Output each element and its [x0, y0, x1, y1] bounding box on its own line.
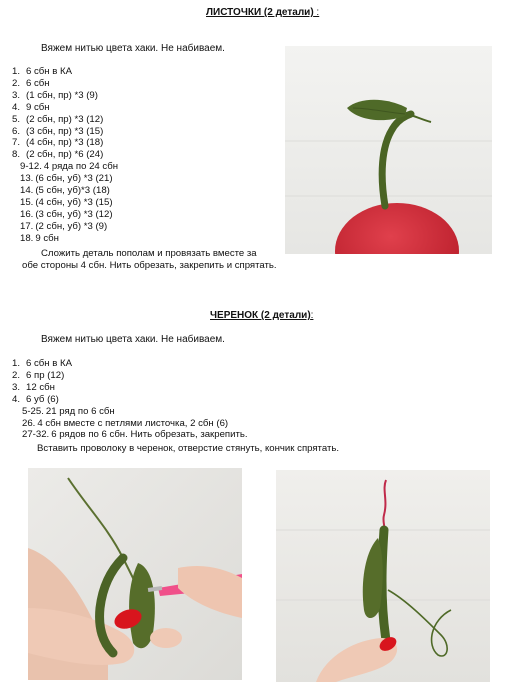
leaves-note-line2: обе стороны 4 сбн. Нить обрезать, закрепить и спрятать.: [22, 260, 277, 271]
row-number: 6.: [11, 125, 20, 137]
instruction-row: [0, 137, 118, 149]
row-text: 9 сбн: [26, 101, 50, 113]
instruction-row: [0, 197, 118, 209]
row-text: 4 ряда по 24 сбн: [43, 161, 119, 173]
row-number: 3.: [11, 381, 20, 393]
row-number: 18.: [20, 232, 34, 244]
row-text: (4 сбн, пр) *3 (18): [26, 137, 104, 149]
row-text: 6 сбн: [26, 77, 50, 89]
row-number: 14.: [20, 185, 34, 197]
row-number: 4.: [11, 393, 20, 405]
photo-finished-stem: [276, 470, 490, 682]
row-text: 6 сбн в КА: [26, 358, 73, 369]
instruction-row: [0, 394, 248, 406]
row-number: 2.: [11, 369, 20, 381]
row-text: 6 пр (12): [26, 369, 65, 381]
instruction-row: [0, 418, 248, 430]
row-number: 7.: [11, 137, 20, 149]
section-title-leaves: ЛИСТОЧКИ (2 детали) :: [206, 7, 320, 18]
instruction-row: [0, 370, 248, 382]
section-title-stem: ЧЕРЕНОК (2 детали):: [210, 310, 314, 321]
instruction-row: [0, 173, 118, 185]
row-number: 15.: [20, 196, 34, 208]
row-text: (2 сбн, уб) *3 (9): [35, 220, 108, 232]
row-number: 17.: [20, 220, 34, 232]
row-number: 16.: [20, 208, 34, 220]
row-text: 6 рядов по 6 сбн. Нить обрезать, закрепить.: [51, 429, 248, 441]
row-text: (1 сбн, пр) *3 (9): [26, 89, 98, 101]
row-text: (5 сбн, уб)*3 (18): [35, 185, 110, 197]
leaves-note-line1: Сложить деталь пополам и провязать вместе за: [41, 248, 257, 259]
row-text: 12 сбн: [26, 381, 55, 393]
instruction-row: [0, 114, 118, 126]
row-text: 6 уб (6): [26, 393, 59, 405]
instruction-row: [0, 209, 118, 221]
row-number: 2.: [11, 77, 20, 89]
instruction-row: [0, 78, 118, 90]
row-text: 6 сбн в КА: [26, 66, 73, 77]
row-number: 13.: [20, 173, 34, 185]
instruction-row: [0, 102, 118, 114]
instruction-row: [0, 429, 248, 441]
instruction-row: [0, 221, 118, 233]
leaves-rows-list: [0, 66, 118, 245]
instruction-row: [0, 406, 248, 418]
row-number: 27-32.: [22, 429, 50, 441]
instruction-row: [0, 66, 118, 78]
row-text: 21 ряд по 6 сбн: [45, 405, 115, 417]
row-text: (6 сбн, уб) *3 (21): [35, 173, 113, 185]
instruction-row: [0, 233, 118, 245]
instruction-row: [0, 126, 118, 138]
instruction-row: [0, 90, 118, 102]
photo-cherry-leaf: [285, 46, 492, 254]
row-text: (3 сбн, уб) *3 (12): [35, 208, 113, 220]
row-text: 9 сбн: [35, 232, 59, 244]
row-text: (4 сбн, уб) *3 (15): [35, 196, 113, 208]
instruction-row: [0, 149, 118, 161]
stem-note: Вставить проволоку в черенок, отверстие стянуть, кончик спрятать.: [37, 443, 340, 454]
row-number: 26.: [22, 417, 36, 429]
row-number: 8.: [11, 149, 20, 161]
row-number: 1.: [11, 358, 20, 369]
row-number: 1.: [11, 66, 20, 77]
row-number: 4.: [11, 101, 20, 113]
row-number: 3.: [11, 89, 20, 101]
row-text: (2 сбн, пр) *6 (24): [26, 149, 104, 161]
row-number: 5-25.: [22, 405, 44, 417]
instruction-row: [0, 161, 118, 173]
stem-rows-list: [0, 358, 248, 441]
row-text: (2 сбн, пр) *3 (12): [26, 113, 104, 125]
instruction-row: [0, 358, 248, 370]
leaves-intro: Вяжем нитью цвета хаки. Не набиваем.: [41, 43, 225, 54]
row-number: 5.: [11, 113, 20, 125]
stem-intro: Вяжем нитью цвета хаки. Не набиваем.: [41, 334, 225, 345]
instruction-row: [0, 185, 118, 197]
photo-hook-in-hand: [28, 468, 242, 680]
instruction-row: [0, 382, 248, 394]
row-text: 4 сбн вместе с петлями листочка, 2 сбн (6): [37, 417, 229, 429]
row-text: (3 сбн, пр) *3 (15): [26, 125, 104, 137]
row-number: 9-12.: [20, 161, 42, 173]
